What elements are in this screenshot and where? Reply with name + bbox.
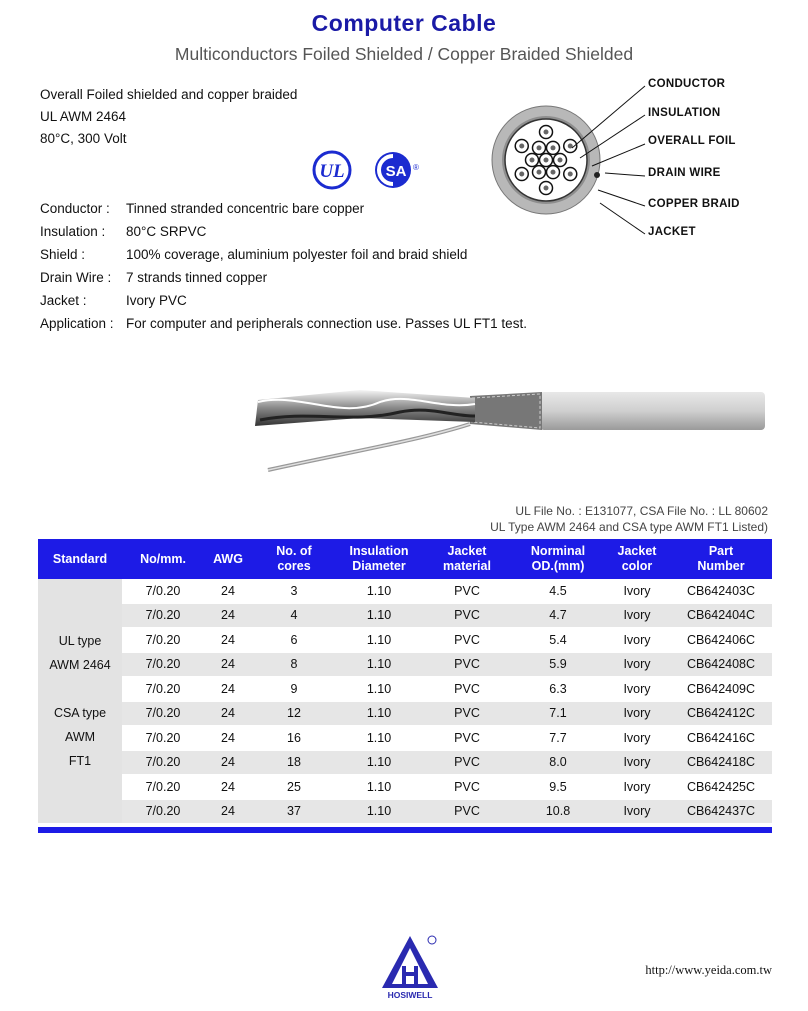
page-subtitle: Multiconductors Foiled Shielded / Copper Braided Shielded <box>174 44 634 64</box>
label-insulation: INSULATION <box>648 107 721 119</box>
table-cell: 5.9 <box>512 652 604 677</box>
table-cell: 1.10 <box>336 726 422 751</box>
table-cell: 24 <box>204 750 252 775</box>
table-cell: CB642416C <box>670 726 772 751</box>
table-cell: 1.10 <box>336 579 422 603</box>
table-cell: 7/0.20 <box>122 726 204 751</box>
table-cell: 1.10 <box>336 603 422 628</box>
csa-logo-text: SA <box>385 163 407 180</box>
table-cell: CB642409C <box>670 677 772 702</box>
table-cell: 24 <box>204 603 252 628</box>
spec-value: 7 strands tinned copper <box>126 270 268 285</box>
table-cell: 3 <box>252 579 336 603</box>
spec-value: Ivory PVC <box>126 293 187 308</box>
table-cell: 24 <box>204 775 252 800</box>
table-row <box>38 579 772 603</box>
standard-cell: UL type AWM 2464 CSA type AWM FT1 <box>38 579 122 824</box>
table-cell: 1.10 <box>336 799 422 824</box>
table-header-cell: Part Number <box>670 539 772 579</box>
spec-label: Shield : <box>40 247 86 262</box>
csa-registered-mark: ® <box>413 163 419 172</box>
intro-line-1: Overall Foiled shielded and copper braided <box>40 87 298 102</box>
table-row <box>38 726 772 751</box>
hosiwell-logo <box>380 934 440 995</box>
table-header-cell: Jacket material <box>422 539 512 579</box>
table-cell: PVC <box>422 799 512 824</box>
table-row <box>38 652 772 677</box>
table-cell: 4.5 <box>512 579 604 603</box>
table-cell: CB642437C <box>670 799 772 824</box>
table-row <box>38 701 772 726</box>
table-cell: CB642406C <box>670 628 772 653</box>
table-cell: 6.3 <box>512 677 604 702</box>
spec-value: For computer and peripherals connection use. Passes UL FT1 test. <box>126 316 527 331</box>
table-cell: 7/0.20 <box>122 579 204 603</box>
table-cell: Ivory <box>604 677 670 702</box>
table-row <box>38 775 772 800</box>
table-cell: CB642425C <box>670 775 772 800</box>
table-cell: 1.10 <box>336 652 422 677</box>
table-cell: 24 <box>204 726 252 751</box>
table-bottom-bar <box>38 827 772 833</box>
page-title: Computer Cable <box>311 10 497 36</box>
spec-value: Tinned stranded concentric bare copper <box>126 201 365 216</box>
table-cell: CB642418C <box>670 750 772 775</box>
table-cell: Ivory <box>604 726 670 751</box>
table-cell: CB642404C <box>670 603 772 628</box>
intro-line-3: 80°C, 300 Volt <box>40 131 127 146</box>
intro-line-2: UL AWM 2464 <box>40 109 127 124</box>
website-url[interactable]: http://www.yeida.com.tw <box>645 963 772 977</box>
file-note-line-2: UL Type AWM 2464 and CSA type AWM FT1 Listed) <box>490 520 768 534</box>
table-cell: 24 <box>204 652 252 677</box>
table-cell: 25 <box>252 775 336 800</box>
table-cell: 1.10 <box>336 677 422 702</box>
spec-label: Conductor : <box>40 201 110 216</box>
table-cell: PVC <box>422 726 512 751</box>
table-cell: 7/0.20 <box>122 701 204 726</box>
table-cell: 24 <box>204 628 252 653</box>
table-cell: 16 <box>252 726 336 751</box>
brand-name: HOSIWELL <box>387 990 433 1000</box>
table-cell: 24 <box>204 701 252 726</box>
table-header-cell: Insulation Diameter <box>336 539 422 579</box>
ul-logo-text: UL <box>319 161 345 182</box>
table-cell: 7.1 <box>512 701 604 726</box>
spec-label: Drain Wire : <box>40 270 112 285</box>
table-cell: 1.10 <box>336 701 422 726</box>
table-cell: 24 <box>204 677 252 702</box>
table-header-cell: Jacket color <box>604 539 670 579</box>
table-cell: 37 <box>252 799 336 824</box>
label-conductor: CONDUCTOR <box>648 78 726 90</box>
table-cell: 7/0.20 <box>122 603 204 628</box>
spec-label: Jacket : <box>40 293 87 308</box>
spec-value: 100% coverage, aluminium polyester foil and braid shield <box>126 247 468 262</box>
table-cell: PVC <box>422 603 512 628</box>
table-cell: 7/0.20 <box>122 677 204 702</box>
table-cell: 1.10 <box>336 775 422 800</box>
table-cell: 24 <box>204 579 252 603</box>
cable-spec-table <box>38 539 772 824</box>
ul-logo <box>312 150 354 195</box>
table-row <box>38 603 772 628</box>
table-cell: 7/0.20 <box>122 652 204 677</box>
cable-photo <box>240 380 770 485</box>
table-row <box>38 750 772 775</box>
table-cell: 1.10 <box>336 750 422 775</box>
table-cell: 8.0 <box>512 750 604 775</box>
table-cell: CB642408C <box>670 652 772 677</box>
table-cell: PVC <box>422 628 512 653</box>
table-cell: 1.10 <box>336 628 422 653</box>
table-cell: 4.7 <box>512 603 604 628</box>
table-header-cell: No. of cores <box>252 539 336 579</box>
table-cell: Ivory <box>604 750 670 775</box>
table-cell: 7.7 <box>512 726 604 751</box>
file-note-line-1: UL File No. : E131077, CSA File No. : LL 80602 <box>515 504 768 518</box>
table-cell: Ivory <box>604 603 670 628</box>
table-cell: 9.5 <box>512 775 604 800</box>
label-overall-foil: OVERALL FOIL <box>648 135 736 147</box>
table-cell: PVC <box>422 677 512 702</box>
table-row <box>38 677 772 702</box>
csa-logo <box>374 150 422 195</box>
table-header-cell: Norminal OD.(mm) <box>512 539 604 579</box>
table-cell: 10.8 <box>512 799 604 824</box>
label-jacket: JACKET <box>648 226 696 238</box>
table-cell: Ivory <box>604 628 670 653</box>
table-header-cell: No/mm. <box>122 539 204 579</box>
table-cell: 7/0.20 <box>122 775 204 800</box>
table-cell: 7/0.20 <box>122 628 204 653</box>
table-cell: Ivory <box>604 799 670 824</box>
table-header-cell: Standard <box>38 539 122 579</box>
table-cell: PVC <box>422 652 512 677</box>
table-cell: Ivory <box>604 579 670 603</box>
table-cell: 12 <box>252 701 336 726</box>
table-cell: Ivory <box>604 775 670 800</box>
spec-label: Insulation : <box>40 224 106 239</box>
callout-lines <box>560 78 650 248</box>
table-cell: 8 <box>252 652 336 677</box>
label-drain-wire: DRAIN WIRE <box>648 167 721 179</box>
table-row <box>38 799 772 824</box>
table-header-cell: AWG <box>204 539 252 579</box>
table-cell: CB642403C <box>670 579 772 603</box>
table-cell: PVC <box>422 775 512 800</box>
spec-label: Application : <box>40 316 114 331</box>
table-cell: 18 <box>252 750 336 775</box>
table-cell: 9 <box>252 677 336 702</box>
table-cell: Ivory <box>604 652 670 677</box>
table-cell: Ivory <box>604 701 670 726</box>
table-row <box>38 628 772 653</box>
table-cell: 24 <box>204 799 252 824</box>
table-cell: PVC <box>422 579 512 603</box>
label-copper-braid: COPPER BRAID <box>648 198 740 210</box>
table-cell: 7/0.20 <box>122 799 204 824</box>
table-cell: PVC <box>422 750 512 775</box>
table-header-row <box>38 539 772 579</box>
table-cell: PVC <box>422 701 512 726</box>
table-cell: 7/0.20 <box>122 750 204 775</box>
spec-value: 80°C SRPVC <box>126 224 207 239</box>
table-cell: 4 <box>252 603 336 628</box>
table-cell: CB642412C <box>670 701 772 726</box>
table-cell: 6 <box>252 628 336 653</box>
table-cell: 5.4 <box>512 628 604 653</box>
